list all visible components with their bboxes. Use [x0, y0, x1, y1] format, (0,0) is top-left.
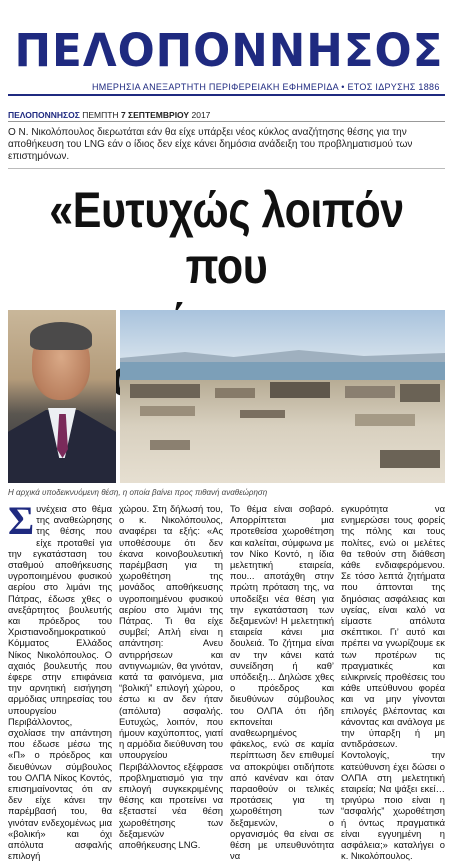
port-site-photo — [120, 310, 445, 483]
headline-line-1: «Ευτυχώς λοιπόν που — [49, 182, 404, 294]
column-1-text: υνέχεια στο θέμα της αναθεώρησης της θέσης που είχε προταθεί για την εγκατάσταση του σταθμού αποθήκευσης υγροποιημένου φυσικού αερίου στο λιμάνι της Πάτρας, έδωσε χθες ο ανεξάρτητος βουλευτής και πρόεδρος του Χριστιανοδημοκρατικού Κόμματος Ελλάδος Νίκος Νικολόπουλος. Ο αχαιός βουλευτής που έφερε στην επιφάνεια την αρνητική εισήγηση αρμόδιας υπηρεσίας του υπουργείου Περιβάλλοντος, σχολίασε την απάντηση που έδωσε μέσω της «Π» ο πρόεδρος και διευθύνων σύμβουλος του ΟΛΠΑ Νίκος Κοντός, επισημαίνοντας ότι αν δεν είχε κάνει την παρέμβασή του, θα γινόταν ενδεχομένως μια «βολική» και όχι απόλυτα ασφαλής επιλογή — [8, 503, 112, 862]
photo-caption: Η αρχικά υποδεικνυόμενη θέση, η οποία βαίνει προς πιθανή αναθεώρηση — [8, 488, 268, 497]
article-column-3 — [230, 503, 334, 862]
dateline-weekday: ΠΕΜΠΤΗ — [82, 110, 119, 120]
article-column-1 — [8, 498, 112, 862]
article-body — [8, 498, 445, 862]
dateline-rule — [8, 121, 445, 122]
drop-cap: Σ — [8, 498, 35, 543]
column-2-text: χώρου. Στη δήλωσή του, ο κ. Νικολόπουλος, αναφέρει τα εξής: «Ας υποθέσουμε ότι δεν έκανα κοινοβουλευτική παρέμβαση για τη χωροθέτηση της μονάδος αποθήκευσης υγροποιημένου φυσικού αερίου στο λιμάνι της Πάτρας. Τι θα είχε συμβεί; Απλή είναι η απάντηση: Ανευ αντιρρήσεων και αντιγνωμιών, θα γινόταν, κατά τα φαινόμενα, μια “βολική” επιλογή χώρου, έστω κι αν δεν ήταν (απόλυτα) ασφαλής. Ευτυχώς, λοιπόν, που ήμουν καχύποπτος, γιατί η αρμόδια διεύθυνση του υπουργείου Περιβάλλοντος εξέφρασε προβληματισμό για την επιλογή συγκεκριμένης θέσης και προτείνει να εξεταστεί νέα θέση χωροθέτησης των δεξαμενών αποθήκευσης LNG. — [119, 503, 223, 851]
dateline-year: 2017 — [191, 110, 211, 120]
newspaper-title: ΠΕΛΟΠΟΝΝΗΣΟΣ — [14, 24, 444, 77]
portrait-photo — [8, 310, 116, 483]
dateline — [8, 110, 210, 120]
column-3-text: Το θέμα είναι σοβαρό. Απορρίπτεται μια προτεθείσα χωροθέτηση και καλείται, σύμφωνα με τον Νίκο Κοντό, η ίδια μελετητική εταιρεία, που... αποτάχθη στην πρώτη πρόταση της, να υποδείξει νέα θέση για την εγκατάσταση των δεξαμενών! Η μελετητική εταιρεία κάνει μια δουλειά. Το ζήτημα είναι αν την κάνει κατά συνείδηση ή καθ’ υπόδειξη... Δηλώσε χθες ο πρόεδρος και διευθύνων σύμβουλος του ΟΛΠΑ ότι ήδη εκπονείται αναθεωρημένος φάκελος, ενώ σε καμία περίπτωση δεν επιθυμεί να αποκρύψει οτιδήποτε από κανέναν και όταν παραοθούν οι τελικές προτάσεις για τη χωροθέτηση των δεξαμενών, ο οργανισμός θα είναι σε θέση με υπευθυνότητα να — [230, 503, 334, 862]
article-column-4 — [341, 503, 445, 862]
article-lead: Ο Ν. Νικολόπουλος διερωτάται εάν θα είχε υπάρξει νέος κύκλος αναζήτησης θέσης για την αποθήκευση του LNG εάν ο ίδιος δεν είχε κάνει δημόσια ανάδειξη του προβληματισμού των επιστημόνων. — [8, 127, 413, 162]
lead-rule — [8, 168, 445, 169]
masthead — [0, 0, 453, 96]
dateline-date: 7 ΣΕΠΤΕΜΒΡΙΟΥ — [120, 110, 190, 120]
column-4-text: εγκυρότητα να ενημερώσει τους φορείς της πόλης και τους πολίτες, ενώ οι μελέτες θα τεθούν στη διάθεση κάθε ενδιαφερόμενου. Σε τόσο λεπτά ζητήματα που άπτονται της δημόσιας ασφάλειας και υγείας, είναι καλό να είμαστε απόλυτα σκέπτικοι. Γι’ αυτό και πρέπει να γνωρίζουμε εκ των προτέρων τις πραγματικές και ειλικρινείς προθέσεις του κάθε υπεύθυνου φορέα και να μην γίνονται επιλογές βλέποντας και κάνοντας και ανάλογα με την ύπαρξη ή μη αντιδράσεων. Κοντολογίς, την κατεύθυνση έχει δώσει ο ΟΛΠΑ στη μελετητική εταιρεία; Να ψάξει εκεί… τριγύρω ποιο είναι η “ασφαλής” χωροθέτηση ή όντως πραγματικά είναι εγγυημένη η ασφάλεια;» καταλήγει ο κ. Νικολόπουλος. — [341, 503, 445, 862]
dateline-paper: ΠΕΛΟΠΟΝΝΗΣΟΣ — [8, 110, 80, 120]
article-column-2 — [119, 503, 223, 851]
masthead-rule — [8, 94, 445, 96]
newspaper-subtitle: ΗΜΕΡΗΣΙΑ ΑΝΕΞΑΡΤΗΤΗ ΠΕΡΙΦΕΡΕΙΑΚΗ ΕΦΗΜΕΡΙΔΑ • ΕΤΟΣ ΙΔΡΥΣΗΣ 1886 — [92, 82, 440, 92]
